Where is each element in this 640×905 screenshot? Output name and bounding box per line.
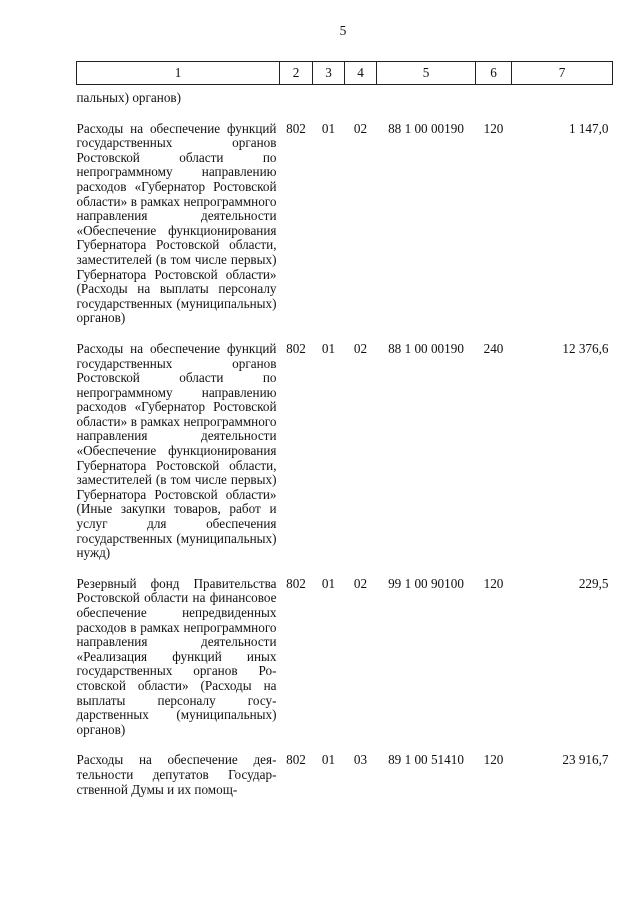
- row-target-code: 89 1 00 51410: [388, 752, 464, 768]
- row-expense-type: 120: [483, 120, 504, 136]
- page-number: 5: [339, 23, 347, 38]
- row-section-code: 01: [321, 120, 336, 136]
- header-row: [77, 62, 613, 85]
- row-subsection-code: 02: [353, 340, 368, 356]
- column-header-4: 4: [345, 62, 377, 85]
- row-expense-type: 120: [483, 752, 504, 768]
- row-target-code: 88 1 00 00190: [388, 340, 464, 356]
- table-row: [77, 753, 613, 797]
- row-amount: 1 147,0: [568, 120, 609, 136]
- row-amount: 12 376,6: [562, 340, 609, 356]
- row-subsection-code: 02: [353, 120, 368, 136]
- row-description: Расходы на обеспечение деятельности депутатов Государственной Думы и их помощ-: [76, 752, 277, 797]
- column-header-1: 1: [77, 62, 280, 85]
- row-target-code: 88 1 00 00190: [388, 120, 464, 136]
- table-body: [77, 85, 613, 798]
- row-description: Расходы на обеспечение функций государственных органов Ростовской области по непрограммному направлению расходов «Губернатор Ростовской области» в рамках непрограммного направления деятельности «Обеспечение функционирования Губернатора Ростовской области, заместителей (в том числе первых) Губернатора Ростовской области» (Расходы на выплаты персоналу государственных (муниципальных) органов): [76, 120, 277, 326]
- row-ministry-code: 802: [286, 575, 306, 591]
- row-subsection-code: 03: [353, 752, 368, 768]
- row-description: Резервный фонд Правительства Ростовской области на финансовое обеспечение непредвиденных расходов в рамках непрограммного направления деятельности «Реализация функций иных государственных органов Ростовской области» (Расходы на выплаты персоналу государственных (муниципальных) органов): [76, 575, 277, 737]
- continuation-row: [77, 85, 613, 122]
- table-header: [77, 62, 613, 85]
- continuation-text: пальных) органов): [76, 90, 182, 105]
- row-ministry-code: 802: [286, 120, 306, 136]
- row-ministry-code: 802: [286, 340, 306, 356]
- row-section-code: 01: [321, 340, 336, 356]
- row-expense-type: 240: [483, 340, 504, 356]
- table-row: [77, 342, 613, 577]
- row-target-code: 99 1 00 90100: [388, 575, 464, 591]
- column-header-3: 3: [313, 62, 345, 85]
- column-header-2: 2: [280, 62, 313, 85]
- column-header-5: 5: [377, 62, 476, 85]
- row-amount: 23 916,7: [562, 752, 609, 768]
- row-description: Расходы на обеспечение функций государственных органов Ростовской области по непрограммному направлению расходов «Губернатор Ростовской области» в рамках непрограммного направления деятельности «Обеспечение функционирования Губернатора Ростовской области, заместителей (в том числе первых) Губернатора Ростовской области» (Иные закупки товаров, работ и услуг для обеспечения государственных (муниципальных) нужд): [76, 340, 277, 561]
- row-section-code: 01: [321, 752, 336, 768]
- row-subsection-code: 02: [353, 575, 368, 591]
- column-header-6: 6: [476, 62, 512, 85]
- row-expense-type: 120: [483, 575, 504, 591]
- column-header-7: 7: [512, 62, 613, 85]
- row-amount: 229,5: [578, 575, 609, 591]
- table-row: [77, 577, 613, 754]
- table-row: [77, 122, 613, 342]
- row-ministry-code: 802: [286, 752, 306, 768]
- row-section-code: 01: [321, 575, 336, 591]
- budget-table: [76, 61, 613, 797]
